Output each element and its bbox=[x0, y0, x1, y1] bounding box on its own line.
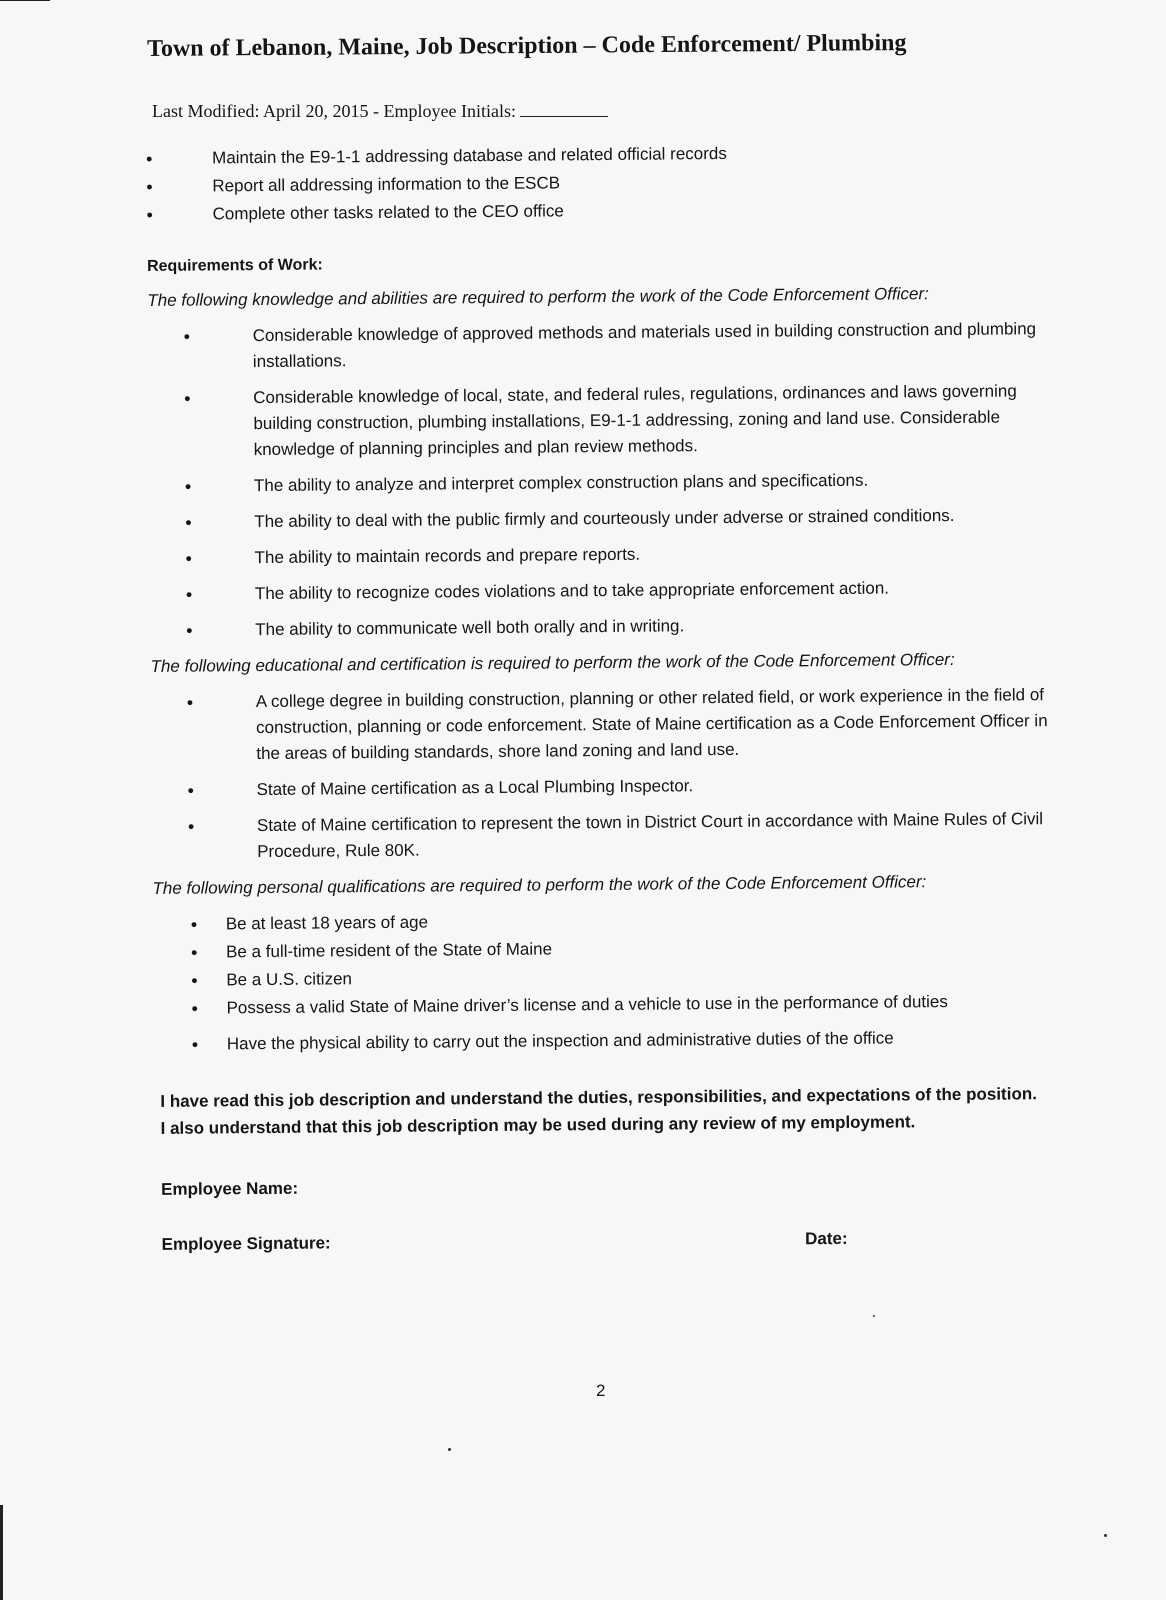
employee-signature-row bbox=[161, 1224, 1055, 1287]
knowledge-item: • Considerable knowledge of local, state, and federal rules, regulations, ordinances and laws governing building construction, plumbing installations, E9-1-1 addressing, zoning and land use. Considerable knowledge of planning principles and plan review methods. bbox=[184, 378, 1049, 464]
knowledge-intro: The following knowledge and abilities are required to perform the work of the Code Enforcement Officer: bbox=[147, 284, 929, 310]
knowledge-list bbox=[148, 316, 1051, 644]
signature-block bbox=[161, 1169, 1056, 1287]
employee-initials-line bbox=[520, 102, 608, 117]
knowledge-item: • The ability to communicate well both orally and in writing. bbox=[186, 610, 1050, 644]
scan-speck bbox=[1104, 1534, 1107, 1537]
document-meta bbox=[152, 101, 608, 122]
education-item: • State of Maine certification as a Local Plumbing Inspector. bbox=[188, 770, 1052, 804]
scan-speck bbox=[448, 1448, 451, 1451]
knowledge-item: • The ability to analyze and interpret complex construction plans and specifications. bbox=[185, 466, 1049, 500]
employee-signature-label: Employee Signature: bbox=[161, 1233, 331, 1254]
scan-speck bbox=[873, 1315, 875, 1317]
document-body bbox=[146, 138, 1056, 1287]
qualification-item: • Be at least 18 years of age bbox=[191, 904, 1053, 938]
date-label: Date: bbox=[804, 1228, 848, 1249]
duty-item: • Report all addressing information to the ESCB bbox=[146, 166, 1046, 200]
education-item: • A college degree in building construction, planning or other related field, or work experience in the field of construction, planning or code enforcement. State of Maine certification as a Code Enforcement Officer in the areas of building standards, shore land zoning and land use. bbox=[187, 682, 1052, 768]
qualifications-intro: The following personal qualifications are required to perform the work of the Code Enforcement Officer: bbox=[152, 872, 927, 898]
education-intro: The following educational and certification is required to perform the work of the Code Enforcement Officer: bbox=[150, 649, 955, 676]
knowledge-item: • Considerable knowledge of approved methods and materials used in building construction and plumbing installations. bbox=[184, 316, 1048, 376]
education-item: • State of Maine certification to represent the town in District Court in accordance with Maine Rules of Civil Procedure, Rule 80K. bbox=[188, 806, 1052, 866]
knowledge-item: • The ability to recognize codes violations and to take appropriate enforcement action. bbox=[186, 574, 1050, 608]
scan-edge-left bbox=[0, 1505, 3, 1600]
duty-item: • Maintain the E9-1-1 addressing database and related official records bbox=[146, 138, 1046, 172]
document-title: Town of Lebanon, Maine, Job Description – Code Enforcement/ Plumbing bbox=[147, 30, 907, 62]
knowledge-item: • The ability to maintain records and prepare reports. bbox=[185, 538, 1049, 572]
page-number: 2 bbox=[596, 1381, 606, 1400]
duty-item: • Complete other tasks related to the CEO office bbox=[146, 194, 1046, 228]
scan-edge-top bbox=[0, 0, 50, 1]
qualification-item: • Have the physical ability to carry out the inspection and administrative duties of the office bbox=[192, 1024, 1054, 1058]
qualification-item: • Be a U.S. citizen bbox=[191, 960, 1053, 994]
qualification-item: • Possess a valid State of Maine driver’s license and a vehicle to use in the performance of duties bbox=[191, 988, 1053, 1022]
requirements-heading: Requirements of Work: bbox=[146, 256, 323, 275]
knowledge-item: • The ability to deal with the public firmly and courteously under adverse or strained conditions. bbox=[185, 502, 1049, 536]
duties-list bbox=[146, 138, 1047, 228]
qualification-item: • Be a full-time resident of the State of Maine bbox=[191, 932, 1053, 966]
employee-name-row bbox=[161, 1169, 1055, 1232]
acknowledgement-statement: I have read this job description and understand the duties, responsibilities, and expectations of the position. I also understand that this job description may be used during any review of my employment. bbox=[160, 1084, 1037, 1138]
employee-name-label: Employee Name: bbox=[161, 1178, 299, 1199]
last-modified-text: Last Modified: April 20, 2015 - Employee Initials: bbox=[152, 101, 516, 121]
qualifications-list bbox=[153, 904, 1054, 1058]
education-list bbox=[151, 682, 1053, 866]
